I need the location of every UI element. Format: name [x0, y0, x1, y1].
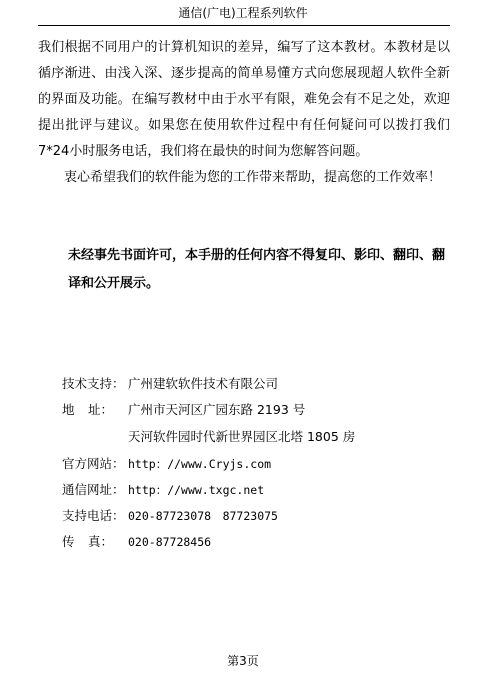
fax-row — [62, 533, 211, 551]
address-row-2 — [128, 428, 355, 446]
address-label-a: 地 — [62, 402, 75, 417]
phone-value: 020-87723078 87723075 — [128, 509, 278, 523]
fax-label — [62, 533, 128, 551]
website-label: 官方网站： — [62, 456, 125, 471]
support-value: 广州建软软件技术有限公司 — [128, 376, 279, 391]
fax-label-b: 真： — [88, 534, 114, 549]
phone-label: 支持电话： — [62, 508, 125, 523]
fax-label-a: 传 — [62, 534, 75, 549]
page-header-title: 通信(广电)工程系列软件 — [178, 6, 308, 20]
body-text — [38, 35, 450, 191]
address-line-1: 广州市天河区广园东路 2193 号 — [128, 402, 306, 417]
header-divider — [38, 25, 450, 26]
support-label: 技术支持： — [62, 376, 125, 391]
address-label — [62, 401, 128, 419]
website-link[interactable]: http：//www.Cryjs.com — [128, 457, 272, 471]
comm-site-link[interactable]: http：//www.txgc.net — [128, 483, 265, 497]
website-row — [62, 455, 271, 473]
fax-value: 020-87728456 — [128, 535, 212, 549]
address-line-2: 天河软件园时代新世界园区北塔 1805 房 — [128, 429, 356, 444]
page-number: 第3页 — [227, 654, 259, 668]
intro-paragraph: 我们根据不同用户的计算机知识的差异，编写了这本教材。本教材是以循序渐进、由浅入深、逐步提高的简单易懂方式向您展现超人软件全新的界面及功能。在编写教材中由于水平有限，难免会有不足之处，欢迎提出批评与建议。如果您在使用软件过程中有任何疑问可以拨打我们7*24小时服务电话，我们将在最快的时间为您解答问题。 — [38, 40, 450, 159]
address-row — [62, 401, 305, 419]
phone-row — [62, 507, 278, 525]
comm-site-label: 通信网址： — [62, 482, 125, 497]
address-label-b: 址： — [88, 402, 114, 417]
support-row — [62, 375, 278, 393]
comm-site-row — [62, 481, 264, 499]
wish-paragraph: 衷心希望我们的软件能为您的工作带来帮助，提高您的工作效率！ — [64, 170, 442, 185]
copyright-notice: 未经事先书面许可，本手册的任何内容不得复印、影印、翻印、翻译和公开展示。 — [68, 248, 446, 291]
